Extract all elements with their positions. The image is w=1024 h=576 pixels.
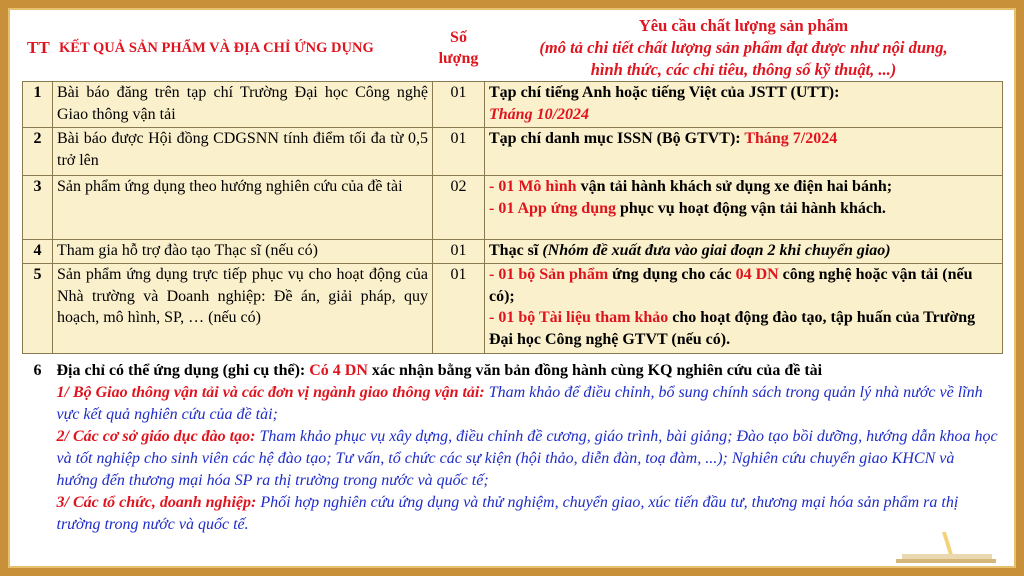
table-row-application — [23, 354, 1003, 537]
header-req-title: Yêu cầu chất lượng sản phẩm — [638, 16, 849, 35]
row-number: 1 — [23, 82, 53, 128]
table-row — [23, 264, 1003, 354]
row-number: 2 — [23, 128, 53, 176]
header-quantity — [433, 15, 485, 82]
application-item-1 — [57, 382, 999, 426]
header-result: KẾT QUẢ SẢN PHẨM VÀ ĐỊA CHỈ ỨNG DỤNG — [53, 15, 433, 82]
req-item-1-text: vận tải hành khách sử dụng xe điện hai bánh; — [576, 178, 893, 195]
row-number: 6 — [23, 354, 53, 537]
header-req-sub2: hình thức, các chỉ tiêu, thông số kỹ thuật, ...) — [590, 60, 897, 79]
row-result: Sản phẩm ứng dụng theo hướng nghiên cứu của đề tài — [53, 176, 433, 240]
header-requirement — [485, 15, 1003, 82]
product-table — [22, 14, 1003, 536]
header-tt: TT — [23, 15, 53, 82]
row-requirement — [485, 264, 1003, 354]
application-item-1-text: Tham khảo để điều chỉnh, bổ sung chính sách trong quản lý nhà nước về lĩnh vực kết quả nghiên cứu của đề tài; — [56, 384, 983, 423]
req-date: Tháng 7/2024 — [744, 130, 838, 147]
books-pencil-icon — [882, 528, 1002, 564]
row-requirement — [485, 82, 1003, 128]
req-date: Tháng 10/2024 — [489, 105, 590, 123]
application-count: Có 4 DN — [309, 362, 368, 379]
req-item-1-text: ứng dụng cho các — [608, 266, 736, 283]
row-quantity: 02 — [433, 176, 485, 240]
header-qty-line1: Số — [450, 29, 467, 46]
req-item-1-text-end: công nghệ hoặc vận tải (nếu có); — [489, 266, 973, 305]
row-result: Bài báo đăng trên tạp chí Trường Đại học Công nghệ Giao thông vận tải — [53, 82, 433, 128]
req-text: Tạp chí tiếng Anh hoặc tiếng Việt của JSTT (UTT): — [489, 84, 840, 101]
req-item-1-count: 04 DN — [735, 266, 779, 283]
row-number: 5 — [23, 264, 53, 354]
req-item-1-highlight: - 01 Mô hình — [489, 178, 577, 195]
application-item-3-text: Phối hợp nghiên cứu ứng dụng và thử nghiệm, chuyển giao, xúc tiến đầu tư, thương mại hóa sản phẩm ra thị trường trong nước và quốc tế. — [56, 494, 959, 533]
row-requirement — [485, 176, 1003, 240]
application-item-2-title: 2/ Các cơ sở giáo dục đào tạo: — [56, 428, 256, 445]
row-requirement — [485, 240, 1003, 264]
row-quantity: 01 — [433, 240, 485, 264]
req-item-1-highlight: - 01 bộ Sản phẩm — [489, 266, 609, 283]
req-text: Tạp chí danh mục ISSN (Bộ GTVT): — [489, 130, 745, 147]
application-item-3-title: 3/ Các tổ chức, doanh nghiệp: — [56, 494, 257, 511]
req-text: Thạc sĩ — [489, 242, 543, 259]
application-item-2-text: Tham khảo phục vụ xây dựng, điều chỉnh đề cương, giáo trình, bài giảng; Đào tạo bồi dưỡng, hướng dẫn khoa học và tốt nghiệp cho sinh viên các hệ đào tạo; Tư vấn, tổ chức các sự kiện (hội thảo, diễn đàn, toạ đàm, ...); Nghiên cứu chuyển giao KHCN và hướng đến thương mại hóa SP ra thị trường trong nước và quốc tế; — [56, 428, 998, 489]
application-summary — [57, 360, 999, 382]
header-req-sub1: (mô tả chi tiết chất lượng sản phẩm đạt được như nội dung, — [539, 38, 948, 57]
row-quantity: 01 — [433, 82, 485, 128]
req-item-2-text: cho hoạt động đào tạo, tập huấn của Trường Đại học Công nghệ GTVT (nếu có). — [489, 309, 976, 348]
req-item-2-highlight: - 01 bộ Tài liệu tham khảo — [489, 309, 669, 326]
application-label: Địa chỉ có thể ứng dụng (ghi cụ thể): — [56, 362, 310, 379]
application-text: xác nhận bằng văn bản đồng hành cùng KQ nghiên cứu của đề tài — [367, 362, 823, 379]
row-result: Sản phẩm ứng dụng trực tiếp phục vụ cho hoạt động của Nhà trường và Doanh nghiệp: Đề án, giải pháp, quy hoạch, mô hình, SP, … (nếu có) — [53, 264, 433, 354]
application-item-3 — [57, 492, 999, 536]
row-requirement — [485, 128, 1003, 176]
application-item-2 — [57, 426, 999, 492]
req-item-2-highlight: - 01 App ứng dụng — [489, 199, 616, 217]
application-address — [53, 354, 1003, 537]
application-item-1-title: 1/ Bộ Giao thông vận tải và các đơn vị ngành giao thông vận tải: — [56, 384, 485, 401]
row-quantity: 01 — [433, 264, 485, 354]
row-result: Tham gia hỗ trợ đào tạo Thạc sĩ (nếu có) — [53, 240, 433, 264]
table-row — [23, 240, 1003, 264]
row-result: Bài báo được Hội đồng CDGSNN tính điểm tối đa từ 0,5 trở lên — [53, 128, 433, 176]
table-row — [23, 82, 1003, 128]
row-number: 4 — [23, 240, 53, 264]
row-quantity: 01 — [433, 128, 485, 176]
table-header — [23, 15, 1003, 82]
row-number: 3 — [23, 176, 53, 240]
table-row — [23, 176, 1003, 240]
req-item-2-text: phục vụ hoạt động vận tải hành khách. — [616, 199, 886, 217]
req-note: (Nhóm đề xuất đưa vào giai đoạn 2 khi chuyển giao) — [542, 242, 891, 259]
header-qty-line2: lượng — [438, 50, 479, 67]
table-row — [23, 128, 1003, 176]
